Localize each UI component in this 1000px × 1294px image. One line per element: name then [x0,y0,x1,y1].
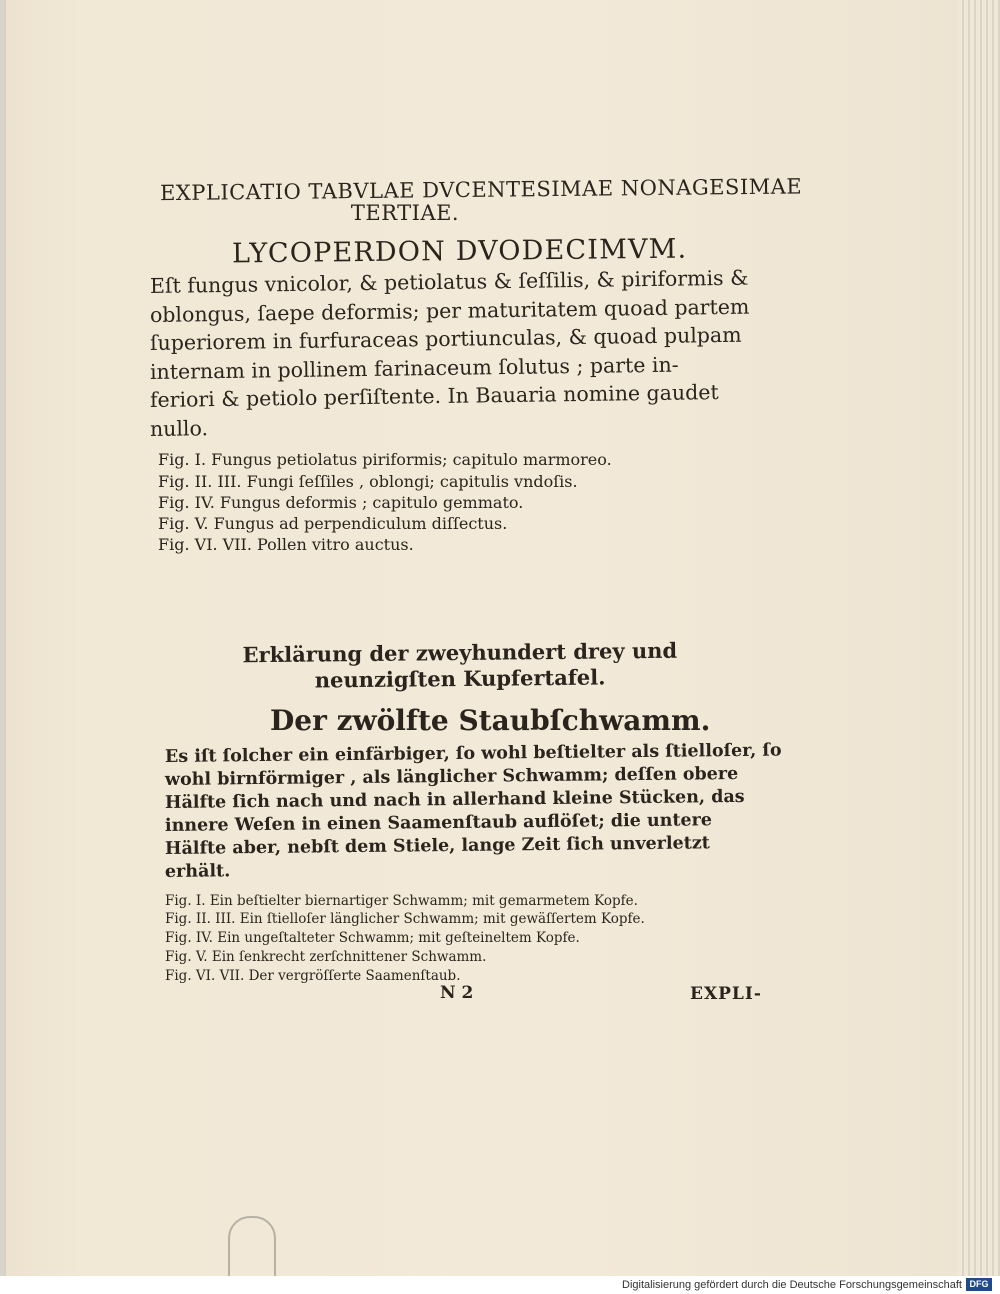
footer-credit: Digitalisierung gefördert durch die Deutsche Forschungsgemeinschaft [622,1279,962,1291]
german-body-line: Hälfte aber, nebſt dem Stiele, lange Zeit ſich unverletzt [164,833,710,859]
latin-caption: Fig. IV. Fungus deformis ; capitulo gemmato. [158,493,524,512]
latin-body-line: nullo. [149,415,209,441]
german-caption: Fig. IV. Ein ungeſtalteter Schwamm; mit geſteineltem Kopfe. [165,930,580,946]
german-title: Erklärung der zweyhundert drey und neunzigſten Kupfertafel. [242,637,678,693]
german-body-line: wohl birnförmiger , als länglicher Schwamm; deſſen obere [164,763,739,790]
latin-body-line: Eſt fungus vnicolor, & petiolatus & ſeſſilis, & piriformis & [149,265,749,298]
latin-caption: Fig. I. Fungus petiolatus piriformis; capitulo marmoreo. [158,450,612,469]
german-body [164,740,782,884]
latin-heading: LYCOPERDON DVODECIMVM. [231,233,688,270]
latin-body-line: oblongus, ſaepe deformis; per maturitatem quoad partem [149,294,750,327]
german-heading: Der zwölfte Staubſchwamm. [270,704,711,737]
signature-mark: N 2 [440,983,474,1003]
german-body-line: erhält. [164,861,231,882]
latin-title-line2: TERTIAE. [350,201,460,225]
latin-caption: Fig. II. III. Fungi ſeſſiles , oblongi; capitulis vndoſis. [158,472,578,491]
german-body-line: Es iſt ſolcher ein einfärbiger, ſo wohl beſtielter als ſtielloſer, ſo [164,740,782,767]
german-body-line: Hälfte ſich nach und nach in allerhand kleine Stücken, das [164,786,745,813]
paper-clip-icon [228,1216,276,1278]
latin-body-line: ſuperiorem in furfuraceas portiunculas, & quoad pulpam [149,322,742,355]
page-edges [958,0,1000,1276]
latin-caption: Fig. V. Fungus ad perpendiculum diſſectus. [158,514,508,533]
german-body-line: innere Weſen in einen Saamenſtaub auflöſet; die untere [164,810,713,836]
latin-body [149,265,760,443]
latin-body-line: internam in pollinem farinaceum ſolutus ; parte in- [149,352,679,384]
dfg-logo: DFG [966,1278,992,1291]
latin-body-line: feriori & petiolo perſiſtente. In Bauaria nomine gaudet [149,380,719,412]
catchword: EXPLI- [690,984,762,1004]
german-caption: Fig. I. Ein beſtielter biernartiger Schwamm; mit gemarmetem Kopfe. [165,893,638,909]
german-caption: Fig. II. III. Ein ſtielloſer länglicher Schwamm; mit gewäſſertem Kopfe. [165,911,645,927]
german-caption: Fig. V. Ein ſenkrecht zerſchnittener Schwamm. [165,949,487,965]
latin-caption: Fig. VI. VII. Pollen vitro auctus. [158,535,414,554]
german-caption: Fig. VI. VII. Der vergröſſerte Saamenſtaub. [165,968,461,984]
latin-title-line1: EXPLICATIO TABVLAE DVCENTESIMAE NONAGESIMAE [159,174,803,206]
